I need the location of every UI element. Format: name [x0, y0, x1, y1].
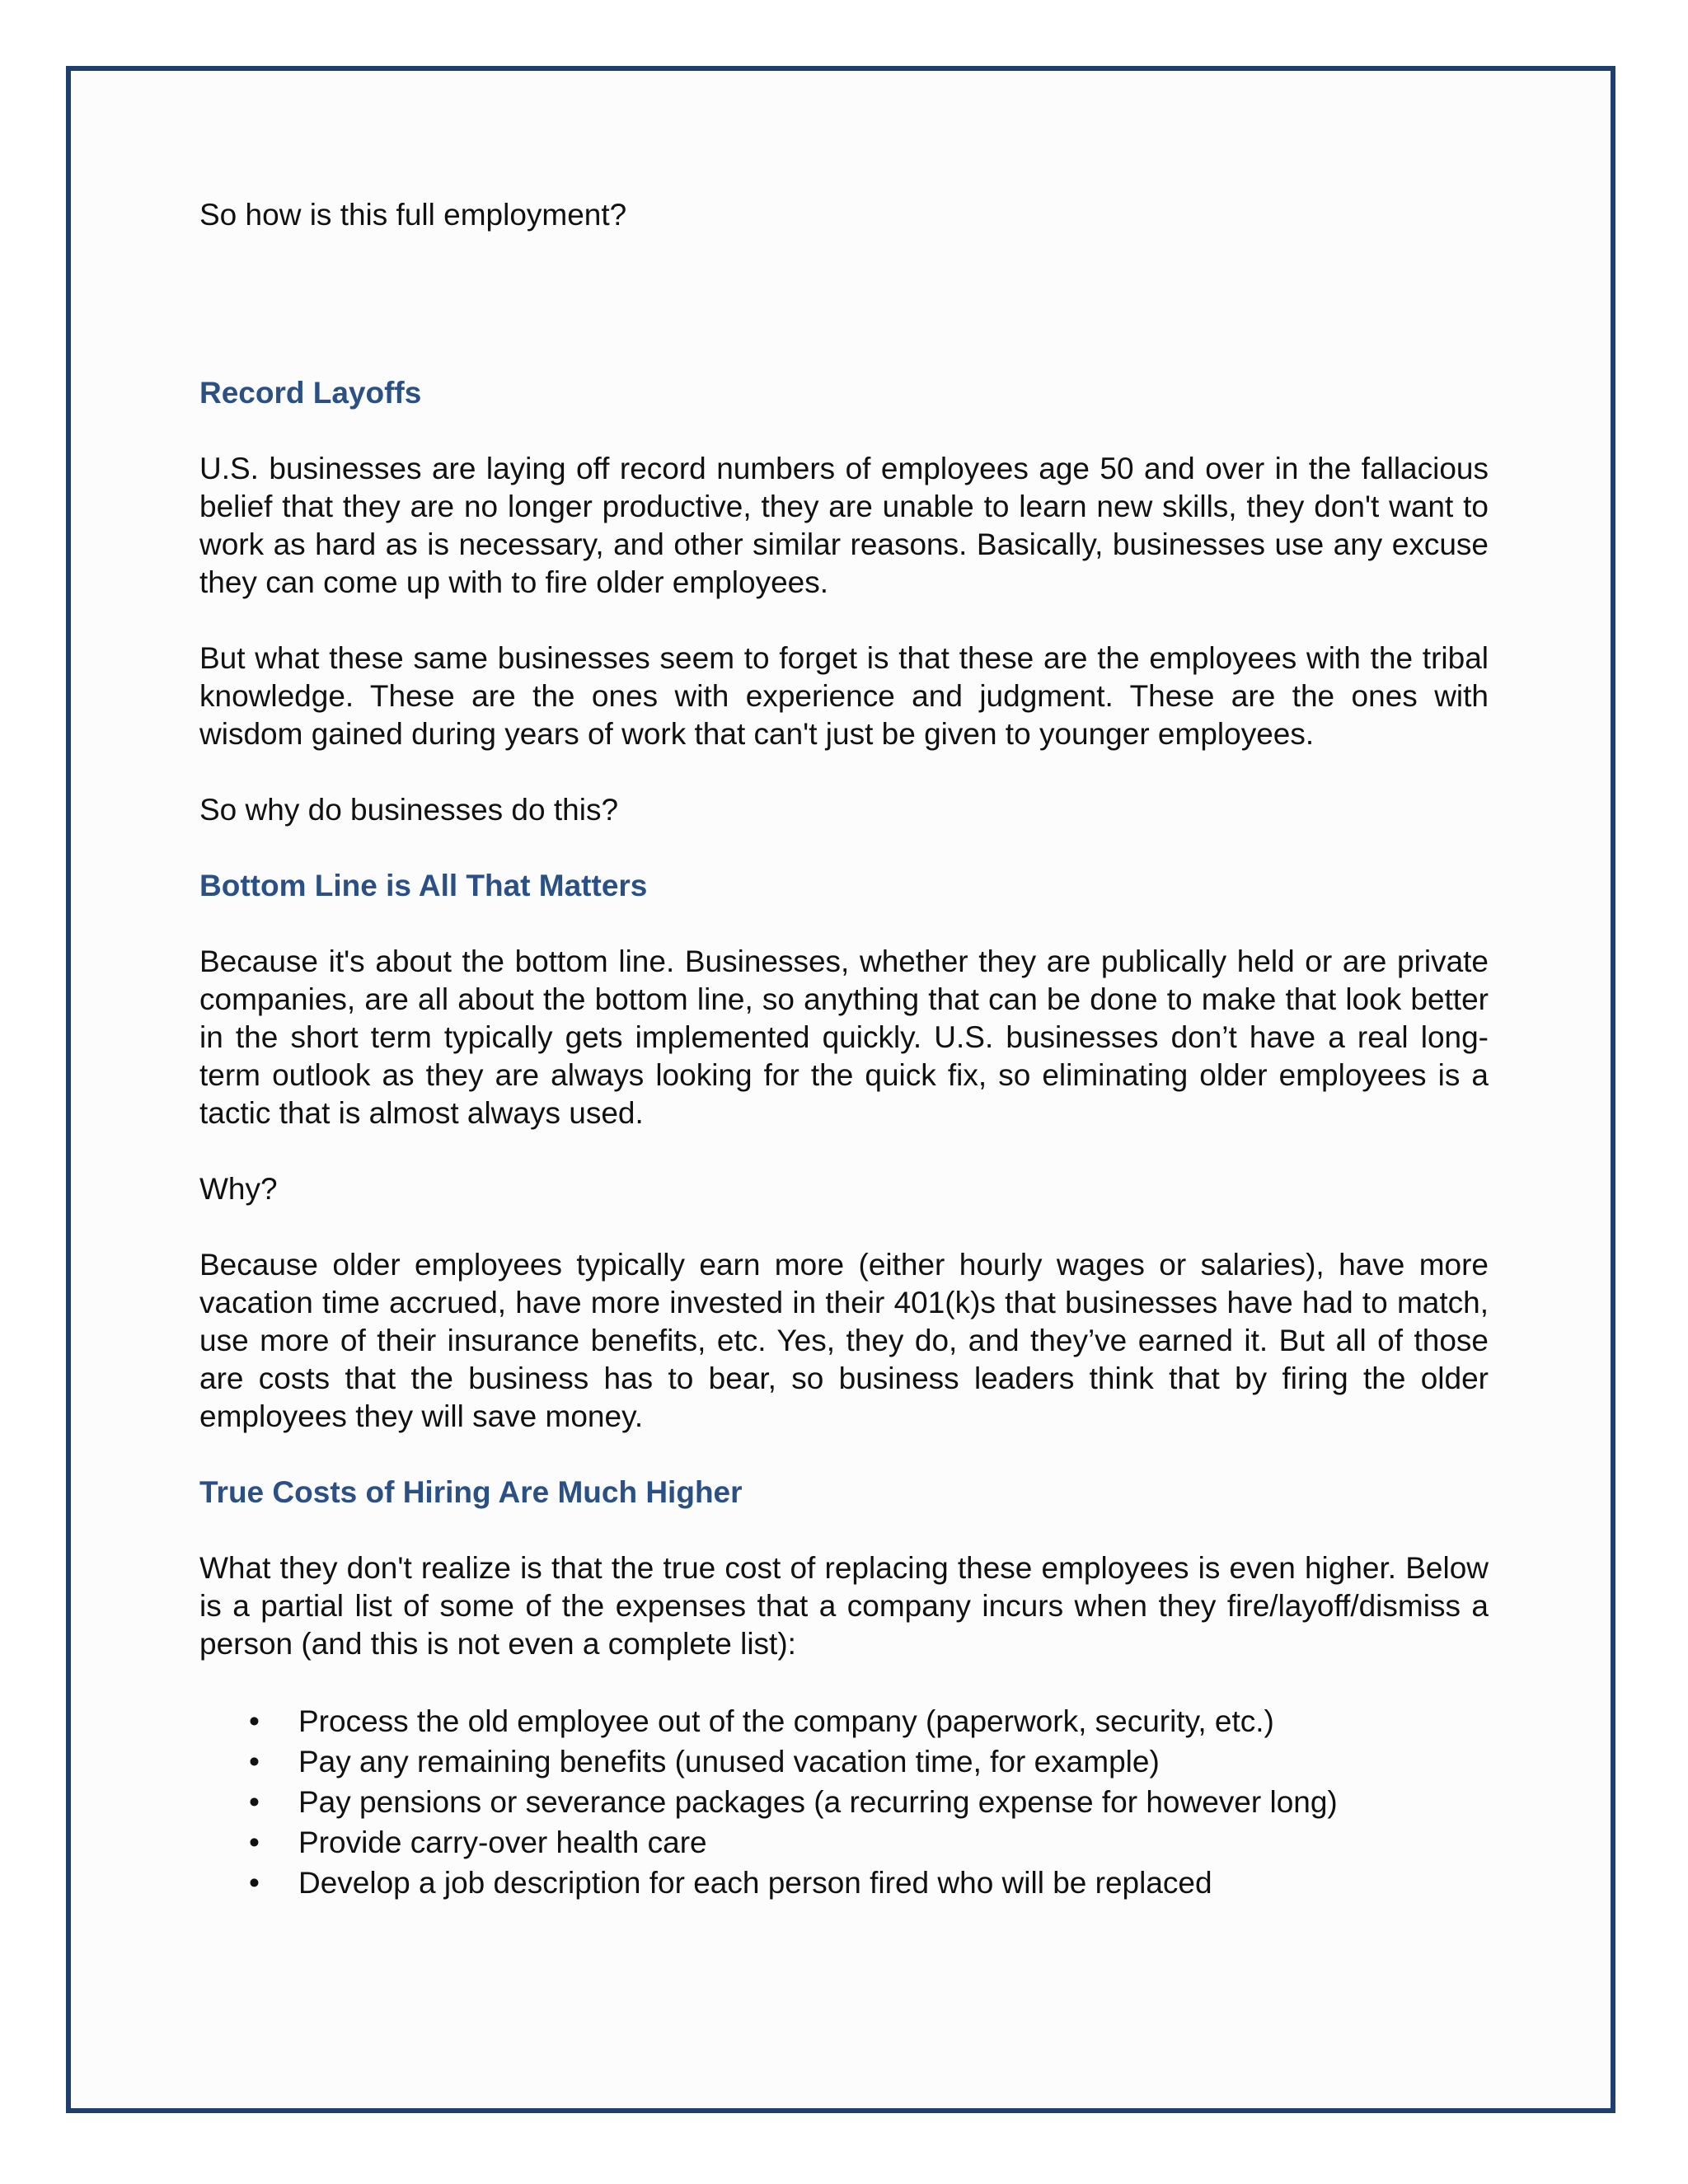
list-item-text: Pay any remaining benefits (unused vacation time, for example) [298, 1745, 1160, 1779]
list-item-text: Process the old employee out of the company (paperwork, security, etc.) [298, 1704, 1274, 1738]
bullet-icon: • [249, 1704, 260, 1738]
bullet-icon: • [249, 1866, 260, 1900]
list-item [199, 1863, 1489, 1903]
heading-true-costs: True Costs of Hiring Are Much Higher [199, 1475, 743, 1509]
cost-bullet-list [199, 1701, 1489, 1903]
document-body [199, 196, 1489, 1903]
paragraph: Because it's about the bottom line. Businesses, whether they are publically held or are private companies, are all about the bottom line, so anything that can be done to make that look better in the short term typically gets implemented quickly. U.S. businesses don’t have a real long-term outlook as they are always looking for the quick fix, so eliminating older employees is a tactic that is almost always used. [199, 944, 1489, 1130]
heading-record-layoffs: Record Layoffs [199, 376, 422, 410]
paragraph: U.S. businesses are laying off record numbers of employees age 50 and over in the fallacious belief that they are no longer productive, they are unable to learn new skills, they don't want to work as hard as is necessary, and other similar reasons. Basically, businesses use any excuse they can come up with to fire older employees. [199, 452, 1489, 599]
list-item [199, 1782, 1489, 1822]
list-item [199, 1822, 1489, 1863]
list-item-text: Provide carry-over health care [298, 1825, 707, 1859]
intro-question: So how is this full employment? [199, 198, 627, 232]
paragraph: Why? [199, 1172, 278, 1206]
paragraph: Because older employees typically earn more (either hourly wages or salaries), have more vacation time accrued, have more invested in their 401(k)s that businesses have had to match, use more of their insurance benefits, etc. Yes, they do, and they’ve earned it. But all of those are costs that the business has to bear, so business leaders think that by firing the older employees they will save money. [199, 1248, 1489, 1433]
bullet-icon: • [249, 1745, 260, 1779]
list-item [199, 1701, 1489, 1741]
paragraph: But what these same businesses seem to forget is that these are the employees with the tribal knowledge. These are the ones with experience and judgment. These are the ones with wisdom gained during years of work that can't just be given to younger employees. [199, 641, 1489, 751]
list-item [199, 1741, 1489, 1782]
paragraph: What they don't realize is that the true cost of replacing these employees is even higher. Below is a partial list of some of the expenses that a company incurs when they fire/layoff/dismiss a person (and this is not even a complete list): [199, 1551, 1489, 1661]
list-item-text: Develop a job description for each person fired who will be replaced [298, 1866, 1212, 1900]
paragraph: So why do businesses do this? [199, 793, 619, 827]
heading-bottom-line: Bottom Line is All That Matters [199, 869, 648, 902]
bullet-icon: • [249, 1825, 260, 1859]
list-item-text: Pay pensions or severance packages (a recurring expense for however long) [298, 1785, 1338, 1819]
bullet-icon: • [249, 1785, 260, 1819]
